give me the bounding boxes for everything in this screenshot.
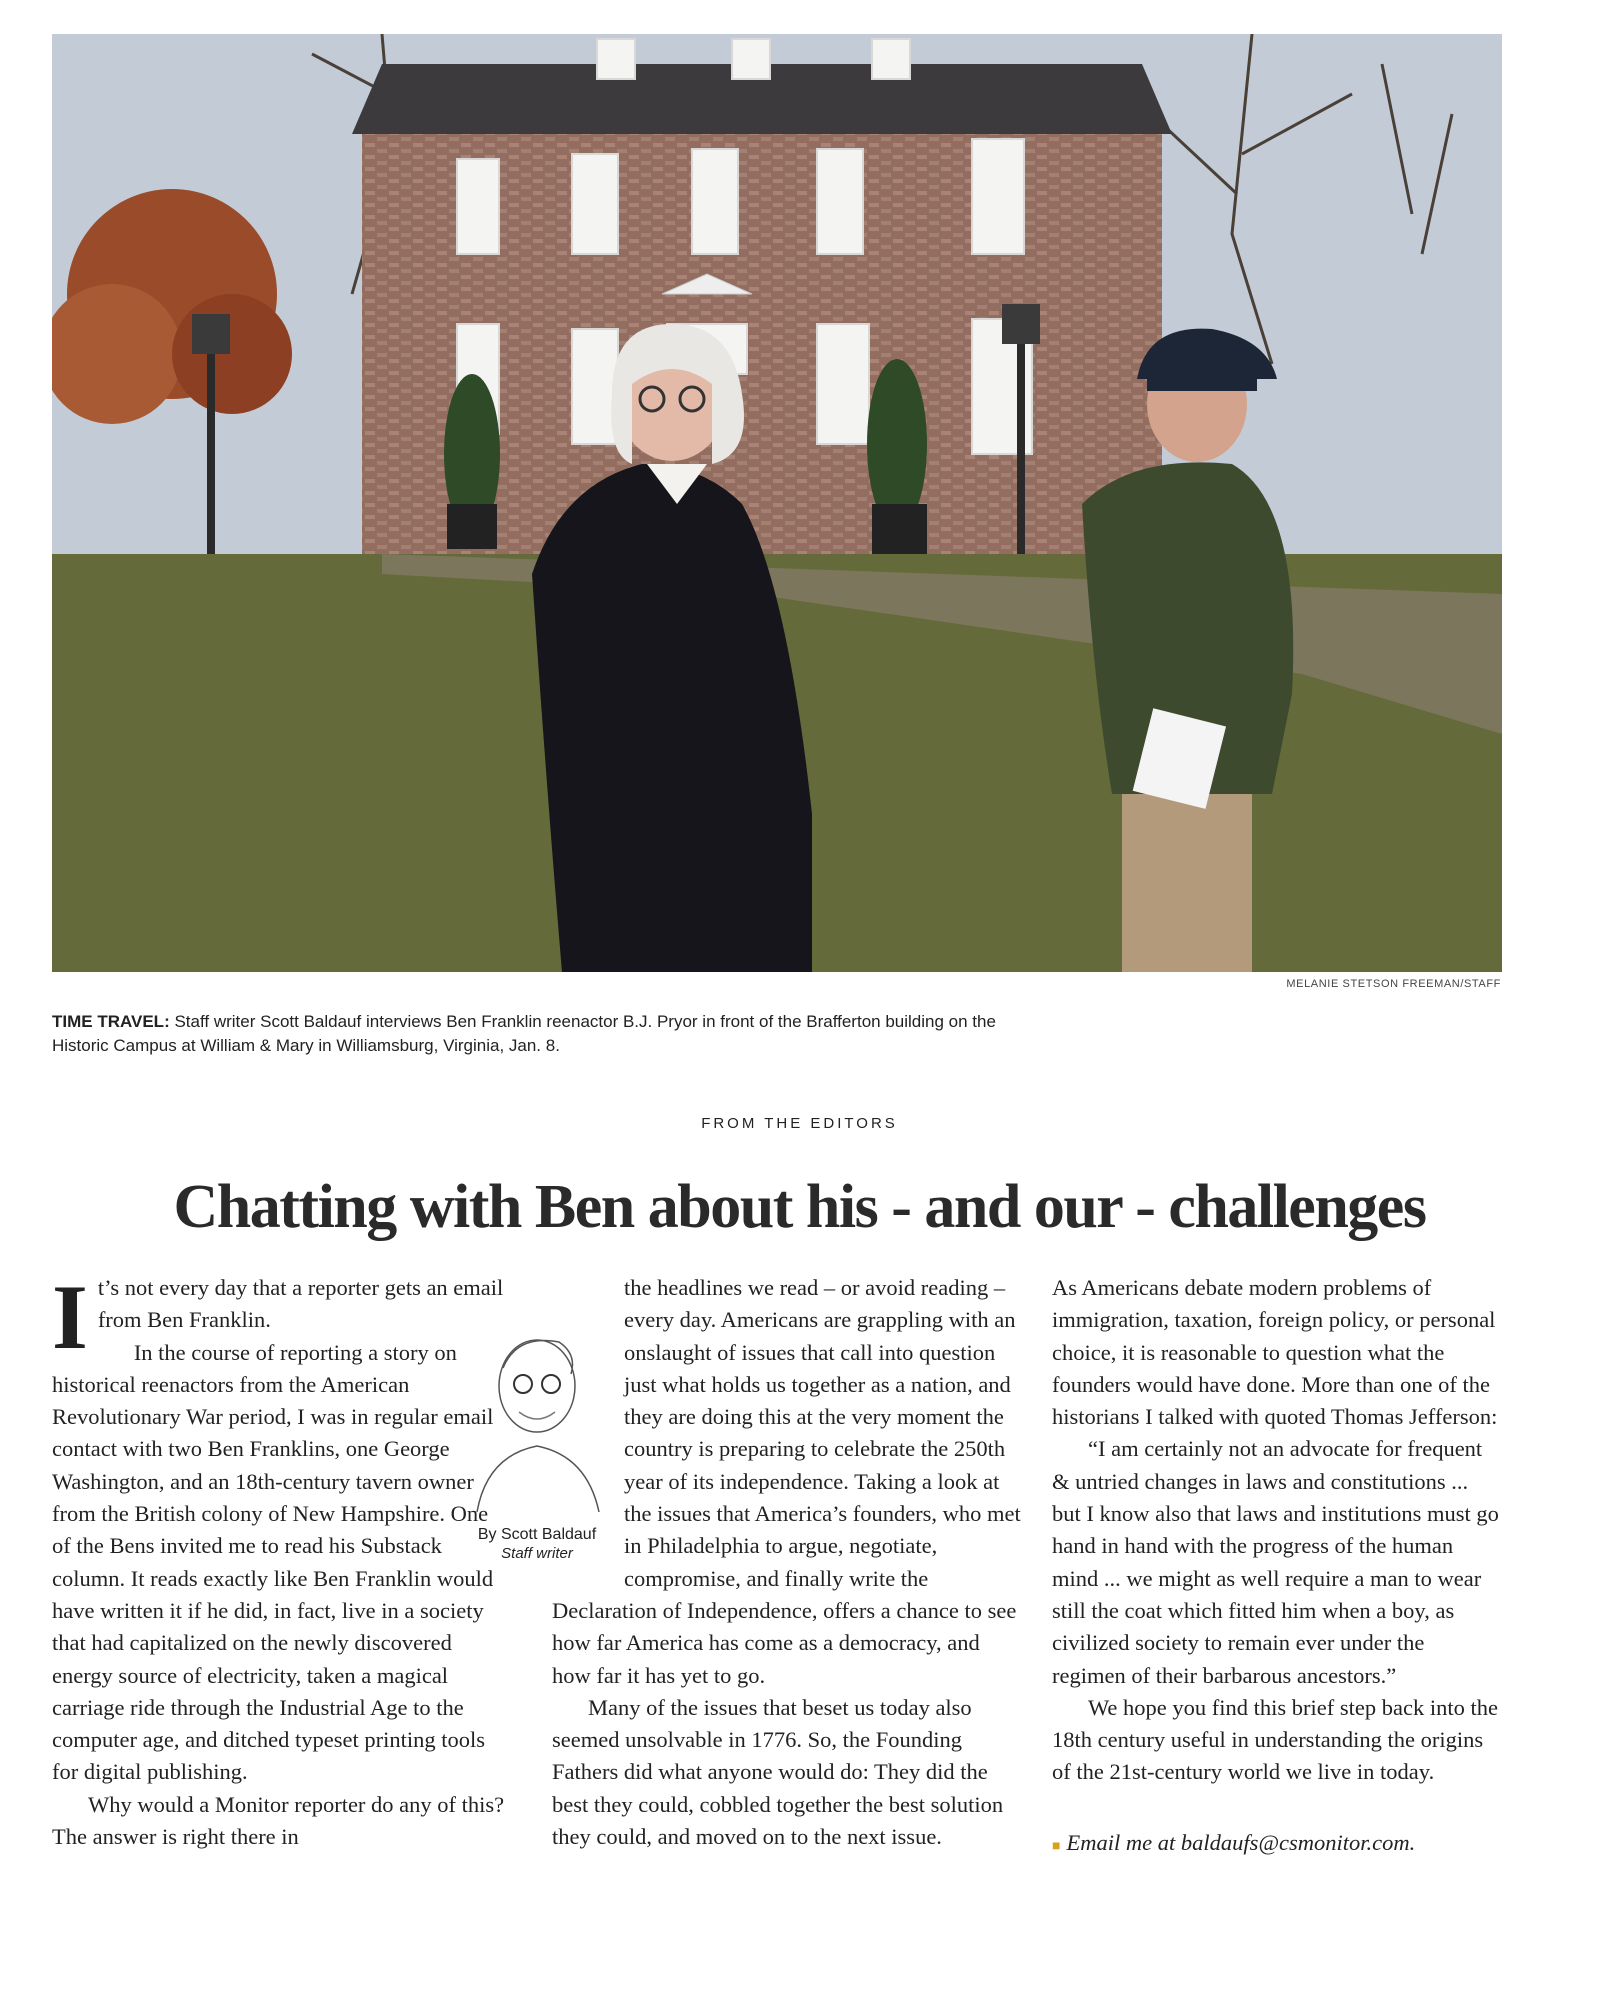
photo-caption xyxy=(52,1010,1052,1058)
caption-text: Staff writer Scott Baldauf interviews Ben Franklin reenactor B.J. Pryor in front of the Brafferton building on the Historic Campus at William & Mary in Williamsburg, Virginia, Jan. 8. xyxy=(52,1012,996,1055)
column-3 xyxy=(1052,1272,1502,1863)
drop-cap: I xyxy=(52,1266,88,1368)
headline: Chatting with Ben about his - and our - challenges xyxy=(173,1173,1426,1241)
author-email-text[interactable]: Email me at baldaufs@csmonitor.com. xyxy=(1066,1829,1416,1855)
paragraph-5: As Americans debate modern problems of immigration, taxation, foreign policy, or personal choice, it is reasonable to question what the founders would have done. More than one of the historians I talked with quoted Thomas Jefferson: xyxy=(1052,1275,1498,1430)
paragraph-7: We hope you find this brief step back into the 18th century useful in understanding the origins of the 21st-century world we live in today. xyxy=(1052,1694,1498,1785)
author-role: Staff writer xyxy=(501,1545,573,1563)
paragraph-4: Many of the issues that beset us today also seemed unsolvable in 1776. So, the Founding Fathers did what anyone would do: They did the best they could, cobbled together the best solution they could, and moved on to the next issue. xyxy=(552,1694,1004,1850)
square-bullet-icon: ■ xyxy=(1052,1838,1061,1854)
paragraph-1 xyxy=(52,1266,510,1368)
author-box xyxy=(462,1276,612,1576)
column-1 xyxy=(52,1266,510,1853)
paragraph-1-text: t’s not every day that a reporter gets an email from Ben Franklin. xyxy=(97,1275,504,1333)
paragraph-3b: the headlines we read – or avoid reading – every day. Americans are grappling with an onslaught of issues that call into question just what holds us together as a nation, and they are doing this at the very moment the country is preparing to celebrate the 250th year of its independence. Taking a look at the issues that America’s founders, who met in Philadelphia to argue, negotiate, compromise, and finally write the Declaration of Independence, offers a chance to see how far America has come as a democracy, and how far it has yet to go. xyxy=(552,1275,1021,1688)
paragraph-6: “I am certainly not an advocate for frequent & untried changes in laws and constitutions ... but I know also that laws and institutions must go hand in hand with the progress of the human mind ... we might as well require a man to wear still the coat which fitted him when a boy, as civilized society to remain ever under the regimen of their barbarous ancestors.” xyxy=(1052,1436,1499,1688)
photo-illustration xyxy=(52,34,1502,972)
author-sketch xyxy=(467,1316,607,1516)
lead-photo xyxy=(52,34,1502,972)
column-2 xyxy=(477,1272,1022,1853)
paragraph-3a: Why would a Monitor reporter do any of this? The answer is right there in xyxy=(52,1791,505,1850)
paragraph-2: In the course of reporting a story on historical reenactors from the American Revolutionary War period, I was in regular email contact with two Ben Franklins, one George Washington, and an 18th-century tavern owner from the British colony of New Hampshire. One of the Bens invited me to read his Substack column. It reads exactly like Ben Franklin would have written it if he did, in fact, live in a society that had capitalized on the newly discovered energy source of electricity, taken a magical carriage ride through the Industrial Age to the computer age, and ditched typeset printing tools for digital publishing. xyxy=(52,1339,494,1785)
photo-credit: MELANIE STETSON FREEMAN/STAFF xyxy=(1286,978,1501,990)
author-byline: By Scott Baldauf xyxy=(477,1526,597,1544)
section-kicker: FROM THE EDITORS xyxy=(701,1115,898,1132)
author-email xyxy=(1052,1827,1502,1863)
caption-lead: TIME TRAVEL: xyxy=(52,1012,170,1031)
